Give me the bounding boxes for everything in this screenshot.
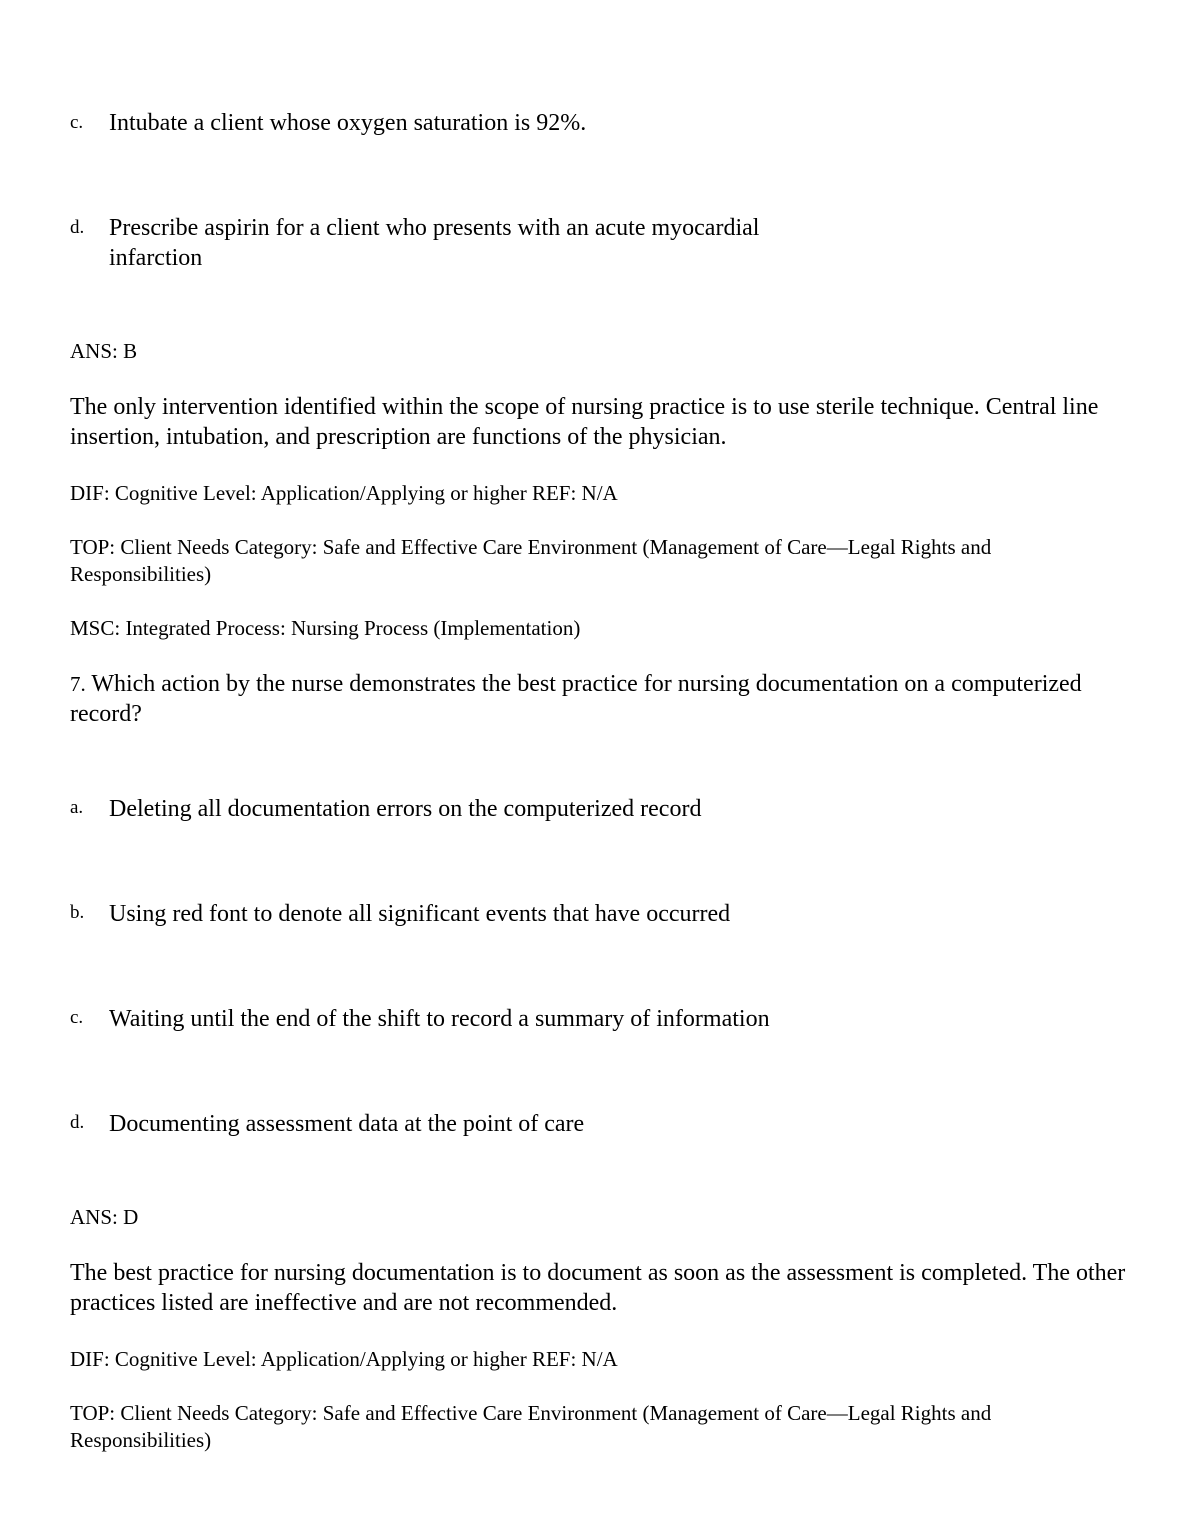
topic-line: TOP: Client Needs Category: Safe and Effective Care Environment (Management of Care—Legal Rights and Responsibilities) <box>70 1401 992 1452</box>
option-text-d: Documenting assessment data at the point of care <box>109 1111 585 1137</box>
answer-key: ANS: B <box>70 339 138 363</box>
question-text: Which action by the nurse demonstrates the best practice for nursing documentation on a computerized record? <box>70 671 1082 727</box>
option-letter-c: c. <box>70 1007 84 1028</box>
option-letter-a: a. <box>70 797 84 818</box>
option-letter-d: d. <box>70 1112 85 1133</box>
option-letter-b: b. <box>70 902 85 923</box>
option-text-b: Using red font to denote all significant events that have occurred <box>109 901 731 927</box>
option-text-d: Prescribe aspirin for a client who presents with an acute myocardial infarction <box>109 215 760 271</box>
option-letter-d: d. <box>70 217 85 238</box>
option-text-c: Intubate a client whose oxygen saturation is 92%. <box>109 110 587 136</box>
topic-line: TOP: Client Needs Category: Safe and Effective Care Environment (Management of Care—Legal Rights and Responsibilities) <box>70 535 992 586</box>
rationale: The only intervention identified within the scope of nursing practice is to use sterile technique. Central line insertion, intubation, and prescription are functions of the physician. <box>70 394 1099 450</box>
option-text-a: Deleting all documentation errors on the computerized record <box>109 796 702 822</box>
rationale: The best practice for nursing documentation is to document as soon as the assessment is completed. The other practices listed are ineffective and are not recommended. <box>70 1260 1126 1316</box>
difficulty-line: DIF: Cognitive Level: Application/Applying or higher REF: N/A <box>70 1347 618 1371</box>
question-number: 7. <box>70 672 86 696</box>
option-letter-c: c. <box>70 112 84 133</box>
answer-key: ANS: D <box>70 1205 139 1229</box>
option-text-c: Waiting until the end of the shift to record a summary of information <box>109 1006 770 1032</box>
question-7 <box>70 669 1130 729</box>
msc-line: MSC: Integrated Process: Nursing Process (Implementation) <box>70 616 581 640</box>
difficulty-line: DIF: Cognitive Level: Application/Applying or higher REF: N/A <box>70 481 618 505</box>
